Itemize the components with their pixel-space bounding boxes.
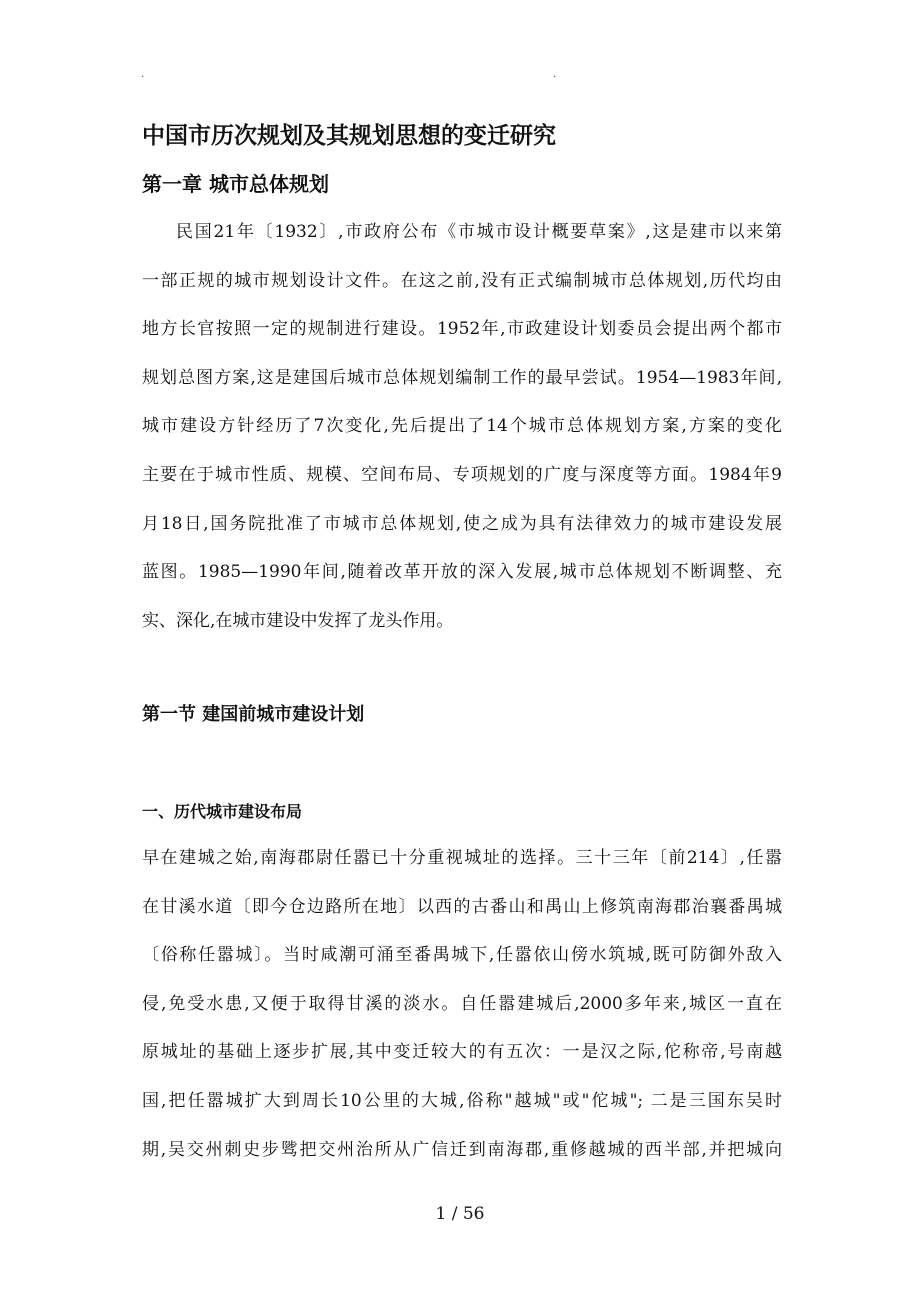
paragraph-line: 民国21年〔1932〕,市政府公布《市城市设计概要草案》,这是建市以来第 [176,222,782,242]
paragraph-line: 一部正规的城市规划设计文件。在这之前,没有正式编制城市总体规划,历代均由 [142,270,782,291]
subsection-heading: 一、历代城市建设布局 [142,802,303,821]
chapter-heading: 第一章 城市总体规划 [142,172,329,196]
body-paragraph [142,834,782,1174]
paragraph-line: 原城址的基础上逐步扩展,其中变迁较大的有五次：一是汉之际,佗称帝,号南越 [142,1042,782,1063]
paragraph-line: 在甘溪水道〔即今仓边路所在地〕以西的古番山和禺山上修筑南海郡治襄番禺城 [142,896,782,917]
paragraph-line: 主要在于城市性质、规模、空间布局、专项规划的广度与深度等方面。1984年9 [142,464,782,485]
paragraph-line: 实、深化,在城市建设中发挥了龙头作用。 [142,610,454,631]
intro-paragraph [142,208,782,645]
section-heading: 第一节 建国前城市建设计划 [142,704,365,725]
document-title: 中国市历次规划及其规划思想的变迁研究 [142,123,556,149]
paragraph-line: 月18日,国务院批准了市城市总体规划,使之成为具有法律效力的城市建设发展 [142,513,782,534]
paragraph-line: 规划总图方案,这是建国后城市总体规划编制工作的最早尝试。1954—1983年间, [142,367,782,388]
paragraph-line: 蓝图。1985—1990年间,随着改革开放的深入发展,城市总体规划不断调整、充 [142,562,782,583]
paragraph-line: 地方长官按照一定的规制进行建设。1952年,市政建设计划委员会提出两个都市 [142,319,782,340]
paragraph-line: 城市建设方针经历了7次变化,先后提出了14个城市总体规划方案,方案的变化 [142,416,782,437]
paragraph-line: 早在建城之始,南海郡尉任嚣已十分重视城址的选择。三十三年〔前214〕,任嚣 [142,848,782,868]
paragraph-line: 〔俗称任嚣城〕。当时咸潮可涌至番禺城下,任嚣依山傍水筑城,既可防御外敌入 [142,945,782,966]
page-number: 1 / 56 [435,1204,485,1224]
header-dot-right: . [553,69,557,80]
paragraph-line: 国,把任嚣城扩大到周长10公里的大城,俗称"越城"或"佗城"; 二是三国东吴时 [142,1090,782,1111]
paragraph-line: 期,吴交州刺史步骘把交州治所从广信迁到南海郡,重修越城的西半部,并把城向 [142,1139,782,1160]
header-dot-left: . [141,69,145,80]
paragraph-line: 侵,免受水患,又便于取得甘溪的淡水。自任嚣建城后,2000多年来,城区一直在 [142,993,782,1014]
